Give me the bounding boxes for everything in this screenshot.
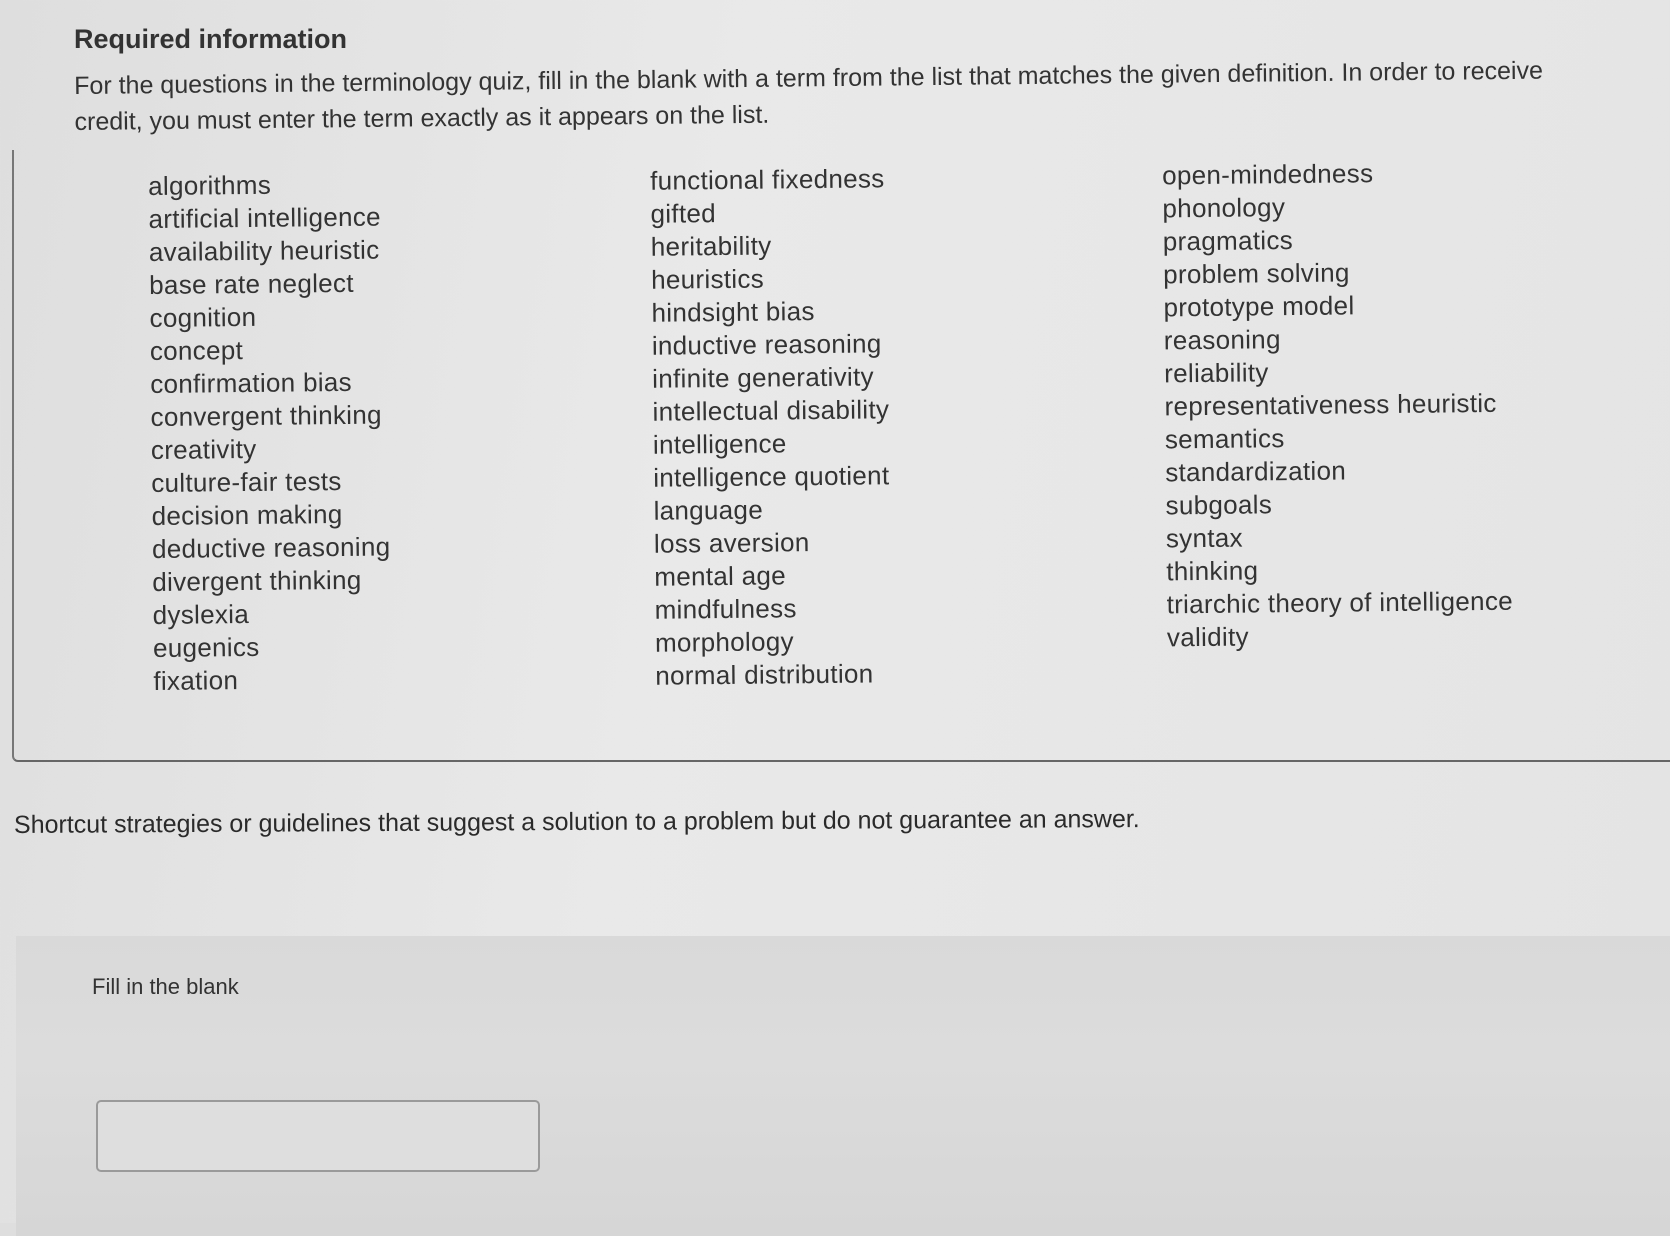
term-item: semantics bbox=[1164, 423, 1285, 455]
term-item: decision making bbox=[151, 498, 343, 531]
term-item: deductive reasoning bbox=[151, 531, 391, 564]
term-item: gifted bbox=[650, 198, 717, 229]
term-item: fixation bbox=[153, 665, 239, 696]
term-item: dyslexia bbox=[152, 598, 250, 630]
term-item: pragmatics bbox=[1162, 225, 1294, 257]
term-item: divergent thinking bbox=[152, 564, 362, 597]
term-item: mental age bbox=[654, 560, 787, 592]
term-item: representativeness heuristic bbox=[1164, 387, 1497, 422]
term-item: mindfulness bbox=[654, 593, 797, 625]
required-info-title: Required information bbox=[74, 24, 348, 54]
term-item: heuristics bbox=[651, 263, 765, 295]
term-item: base rate neglect bbox=[149, 267, 354, 300]
term-item: thinking bbox=[1166, 555, 1259, 587]
term-item: language bbox=[653, 494, 764, 526]
term-list bbox=[148, 156, 1514, 698]
term-item: heritability bbox=[650, 230, 772, 262]
term-item: convergent thinking bbox=[150, 399, 382, 432]
term-item: subgoals bbox=[1165, 489, 1273, 521]
term-item: open-mindedness bbox=[1161, 158, 1374, 191]
term-item: artificial intelligence bbox=[148, 201, 382, 234]
term-item: validity bbox=[1166, 621, 1249, 653]
term-item: prototype model bbox=[1163, 290, 1355, 323]
term-item: reasoning bbox=[1163, 324, 1281, 356]
term-item: intelligence quotient bbox=[653, 460, 890, 493]
answer-area bbox=[16, 936, 1670, 1236]
term-item: cognition bbox=[149, 301, 257, 333]
term-item: eugenics bbox=[152, 631, 260, 663]
instructions: For the questions in the terminology quiz, fill in the blank with a term from the list that matches the given definition. In order to receive credit, you must enter the term exactly as it appears on the list. bbox=[74, 56, 1544, 136]
term-item: algorithms bbox=[148, 169, 272, 201]
term-item: creativity bbox=[150, 433, 257, 465]
term-column-1 bbox=[148, 165, 656, 698]
term-column-3 bbox=[1162, 156, 1514, 688]
term-item: inductive reasoning bbox=[651, 328, 882, 361]
term-item: functional fixedness bbox=[649, 163, 885, 196]
fill-in-blank-label: Fill in the blank bbox=[92, 974, 239, 999]
term-item: hindsight bias bbox=[651, 296, 815, 328]
term-item: confirmation bias bbox=[150, 366, 353, 399]
term-column-2 bbox=[650, 159, 1168, 692]
term-item: reliability bbox=[1164, 357, 1269, 389]
term-item: normal distribution bbox=[655, 658, 874, 691]
term-item: triarchic theory of intelligence bbox=[1166, 585, 1514, 620]
term-item: intelligence bbox=[652, 428, 787, 460]
term-item: standardization bbox=[1165, 455, 1347, 488]
answer-input[interactable] bbox=[96, 1100, 540, 1172]
term-item: phonology bbox=[1162, 192, 1286, 224]
term-item: loss aversion bbox=[653, 527, 810, 559]
term-item: problem solving bbox=[1162, 257, 1350, 290]
term-item: intellectual disability bbox=[652, 394, 890, 427]
term-item: morphology bbox=[654, 626, 794, 658]
term-item: concept bbox=[149, 335, 244, 366]
question-definition: Shortcut strategies or guidelines that suggest a solution to a problem but do not guarantee an answer. bbox=[13, 805, 1140, 839]
term-item: infinite generativity bbox=[652, 361, 874, 394]
term-item: syntax bbox=[1165, 522, 1244, 554]
term-item: culture-fair tests bbox=[151, 465, 342, 498]
term-item: availability heuristic bbox=[148, 234, 380, 267]
